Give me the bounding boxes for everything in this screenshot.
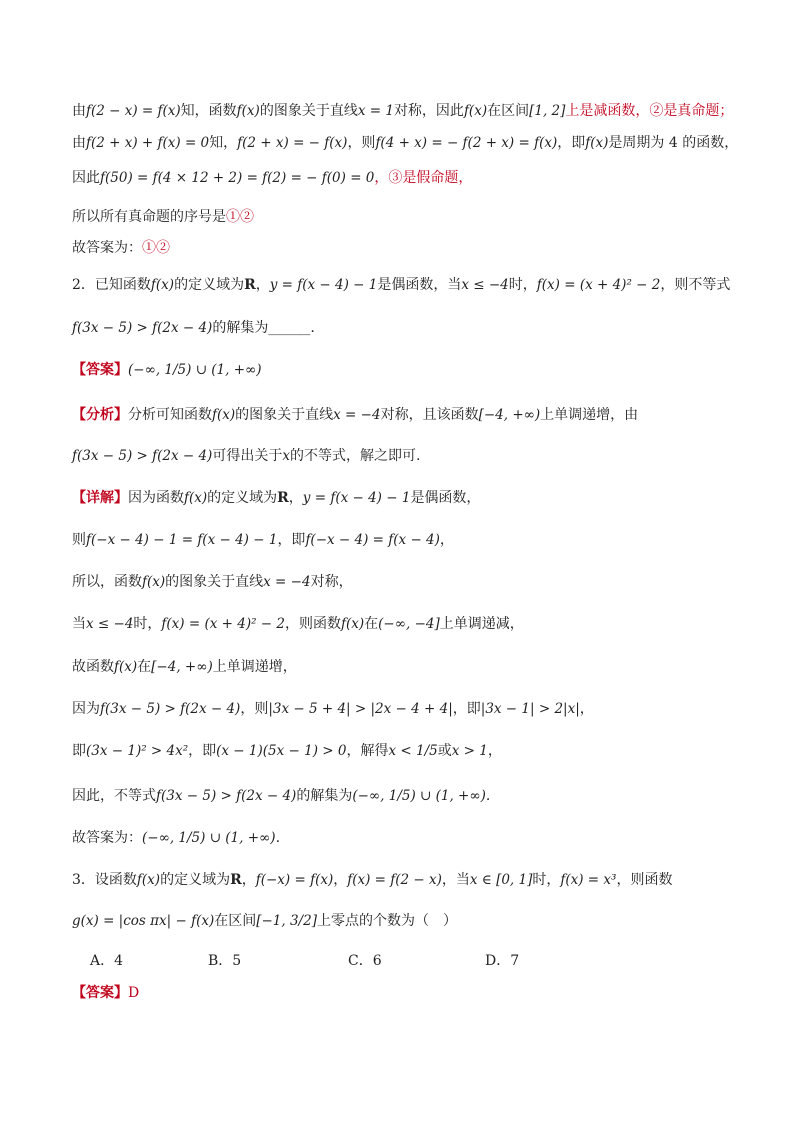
math: f(2 − x) = f(x) xyxy=(86,103,181,119)
math: x = 1 xyxy=(357,103,394,119)
text: 的定义域为 xyxy=(207,490,278,506)
q2-analysis-line-2 xyxy=(72,446,420,466)
math: f(x) xyxy=(136,872,161,888)
text: 2．已知函数 xyxy=(72,277,151,293)
math: f(−x − 4) = f(x − 4) xyxy=(305,532,440,548)
math: f(x) = f(2 − x) xyxy=(347,872,442,888)
text: ，则 xyxy=(240,701,269,717)
math: x = −4 xyxy=(263,574,311,590)
math: [−1, 3/2] xyxy=(256,913,317,929)
math: f(x) = (x + 4)² − 2 xyxy=(536,277,661,293)
text: ， xyxy=(439,532,454,548)
highlight-text: ，③是假命题， xyxy=(374,170,473,186)
text: ，则函数 xyxy=(285,616,341,632)
text: 即 xyxy=(72,743,86,759)
math: f(−x − 4) − 1 = f(x − 4) − 1 xyxy=(86,532,278,548)
text: 所以，函数 xyxy=(72,574,142,590)
math: |3x − 5 + 4| > |2x − 4 + 4| xyxy=(268,701,453,717)
math: x < 1/5 xyxy=(388,743,438,759)
answer-tag: 【答案】 xyxy=(72,362,128,378)
math: x ∈ [0, 1] xyxy=(469,872,533,888)
analysis-tag: 【分析】 xyxy=(72,407,128,423)
q2-detail-line-9 xyxy=(72,828,280,848)
q3-choices xyxy=(0,950,794,970)
choice-c: C．6 xyxy=(348,953,382,969)
text: 因为 xyxy=(72,701,100,717)
text: 对称，因此 xyxy=(393,103,464,119)
math: f(3x − 5) > f(2x − 4) xyxy=(72,320,213,336)
text: 则 xyxy=(72,532,86,548)
math: x > 1 xyxy=(451,743,488,759)
math: f(x) xyxy=(184,490,208,506)
q3-answer xyxy=(72,983,139,1003)
q2-detail-line-4 xyxy=(72,614,524,634)
text: 的图象关于直线 xyxy=(165,574,264,590)
math: [−4, +∞) xyxy=(151,659,213,675)
text: 的定义域为 xyxy=(174,277,245,293)
text: ，即 xyxy=(188,743,217,759)
text: 故函数 xyxy=(72,659,114,675)
q2-stem-line-2 xyxy=(72,318,315,338)
math-symbol: R xyxy=(277,490,289,506)
text: ， xyxy=(333,872,348,888)
math: y = f(x − 4) − 1 xyxy=(302,490,411,506)
text: 对称，且该函数 xyxy=(380,407,479,423)
math: [1, 2] xyxy=(529,103,566,119)
math: f(50) = f(4 × 12 + 2) = f(2) = − f(0) = 0 xyxy=(100,170,375,186)
text: . xyxy=(485,788,491,804)
math: x xyxy=(282,448,290,464)
text: 在区间 xyxy=(214,913,257,929)
math: g(x) = |cos πx| − f(x) xyxy=(72,913,215,929)
highlight-text: 上是减函数，②是真命题； xyxy=(565,103,734,119)
math: f(3x − 5) > f(2x − 4) xyxy=(100,701,241,717)
text: 因为函数 xyxy=(128,490,184,506)
math: (3x − 1)² > 4x² xyxy=(86,743,189,759)
math: f(x) xyxy=(114,659,138,675)
q2-analysis-line-1 xyxy=(72,405,638,425)
text: 上零点的个数为（ ） xyxy=(316,913,457,929)
text: 的解集为______. xyxy=(212,320,315,336)
text: 在 xyxy=(364,616,379,632)
text: 可得出关于 xyxy=(212,448,283,464)
text: 知， xyxy=(209,135,238,151)
math-symbol: R xyxy=(244,277,256,293)
text: ，即 xyxy=(277,532,306,548)
text: 是周期为 4 的函数， xyxy=(608,135,739,151)
math: f(x) xyxy=(236,103,260,119)
math-symbol: R xyxy=(230,872,242,888)
math: |3x − 1| > 2|x| xyxy=(480,701,580,717)
q2-detail-line-3 xyxy=(72,572,353,592)
choice-b: B．5 xyxy=(208,953,242,969)
highlight-text: ①② xyxy=(226,209,254,225)
math: f(x) xyxy=(341,616,365,632)
text: 上单调递增， xyxy=(212,659,297,675)
text: 时， xyxy=(508,277,537,293)
q3-stem-line-1 xyxy=(72,870,672,890)
math: y = f(x − 4) − 1 xyxy=(269,277,378,293)
text: ， xyxy=(487,743,502,759)
text: 的图象关于直线 xyxy=(259,103,358,119)
solution-line-3 xyxy=(72,168,472,188)
text: 的解集为 xyxy=(296,788,353,804)
math: (−∞, 1/5) ∪ (1, +∞) xyxy=(128,362,262,378)
solution-line-1 xyxy=(72,101,733,121)
text: 因此，不等式 xyxy=(72,788,156,804)
text: 是偶函数， xyxy=(410,490,481,506)
text: 是偶函数，当 xyxy=(377,277,462,293)
answer-value: D xyxy=(128,985,140,1001)
math: f(3x − 5) > f(2x − 4) xyxy=(72,448,213,464)
q2-detail-line-5 xyxy=(72,657,297,677)
math: x ≤ −4 xyxy=(86,616,134,632)
q2-detail-line-1 xyxy=(72,488,480,508)
text: 上单调递减， xyxy=(439,616,524,632)
text: 时， xyxy=(532,872,561,888)
math: (−∞, −4] xyxy=(378,616,440,632)
math: (−∞, 1/5) ∪ (1, +∞) xyxy=(352,788,486,804)
text: ，当 xyxy=(441,872,470,888)
text: ，则不等式 xyxy=(660,277,731,293)
solution-line-2 xyxy=(72,133,738,153)
math: [−4, +∞) xyxy=(478,407,541,423)
text: 对称， xyxy=(310,574,353,590)
solution-line-4 xyxy=(72,207,254,227)
math: f(x) xyxy=(463,103,488,119)
math: f(x) = (x + 4)² − 2 xyxy=(161,616,285,632)
text: 因此 xyxy=(72,170,100,186)
text: ，解得 xyxy=(346,743,389,759)
math: f(−x) = f(x) xyxy=(255,872,334,888)
text: 分析可知函数 xyxy=(128,407,212,423)
text: 的图象关于直线 xyxy=(235,407,334,423)
text: ，即 xyxy=(557,135,586,151)
solution-line-5 xyxy=(72,238,170,258)
math: (−∞, 1/5) ∪ (1, +∞) xyxy=(142,830,276,846)
choice-a: A．4 xyxy=(90,953,124,969)
q2-detail-line-6 xyxy=(72,699,594,719)
text: 在区间 xyxy=(487,103,530,119)
text: ， xyxy=(241,872,256,888)
text: 由 xyxy=(72,135,86,151)
text: 当 xyxy=(72,616,86,632)
q2-detail-line-2 xyxy=(72,530,454,550)
text: 上单调递增，由 xyxy=(540,407,639,423)
text: 在 xyxy=(137,659,152,675)
q2-answer xyxy=(72,360,262,380)
text: 时， xyxy=(133,616,162,632)
text: ，即 xyxy=(452,701,481,717)
text: 故答案为： xyxy=(72,830,142,846)
highlight-text: ①② xyxy=(142,240,170,256)
q2-detail-line-7 xyxy=(72,741,502,761)
q2-stem-line-1 xyxy=(72,275,730,295)
text: ，则 xyxy=(347,135,376,151)
text: ， xyxy=(288,490,303,506)
math: f(3x − 5) > f(2x − 4) xyxy=(156,788,297,804)
text: 的不等式，解之即可. xyxy=(289,448,421,464)
text: 知，函数 xyxy=(180,103,237,119)
text: ， xyxy=(255,277,270,293)
text: 故答案为： xyxy=(72,240,142,256)
math: f(4 + x) = − f(2 + x) = f(x) xyxy=(375,135,558,151)
math: f(x) = x³ xyxy=(560,872,617,888)
text: . xyxy=(275,830,281,846)
math: f(x) xyxy=(212,407,236,423)
math: f(x) xyxy=(150,277,175,293)
text: 所以所有真命题的序号是 xyxy=(72,209,226,225)
detail-tag: 【详解】 xyxy=(72,490,128,506)
text: ， xyxy=(579,701,594,717)
text: ，则函数 xyxy=(616,872,673,888)
text: 或 xyxy=(437,743,452,759)
text: 由 xyxy=(72,103,86,119)
math: f(x) xyxy=(142,574,166,590)
q2-detail-line-8 xyxy=(72,786,490,806)
text: 的定义域为 xyxy=(160,872,231,888)
math: f(x) xyxy=(585,135,609,151)
q3-stem-line-2 xyxy=(72,911,457,931)
math: x = −4 xyxy=(333,407,381,423)
math: f(2 + x) = − f(x) xyxy=(237,135,348,151)
math: f(2 + x) + f(x) = 0 xyxy=(86,135,210,151)
math: x ≤ −4 xyxy=(461,277,509,293)
math: (x − 1)(5x − 1) > 0 xyxy=(216,743,347,759)
answer-tag: 【答案】 xyxy=(72,985,128,1001)
choice-d: D．7 xyxy=(485,953,520,969)
text: 3．设函数 xyxy=(72,872,137,888)
